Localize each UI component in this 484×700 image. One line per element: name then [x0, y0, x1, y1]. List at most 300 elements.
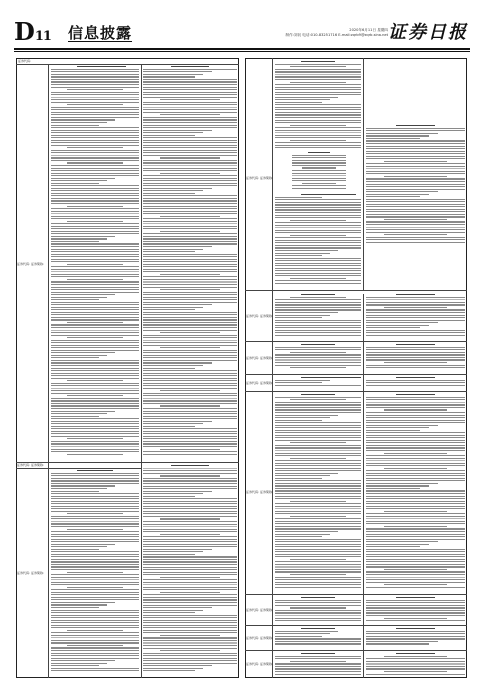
text-line [143, 284, 237, 285]
text-line [51, 388, 139, 389]
text-line [275, 309, 361, 310]
text-line [275, 536, 322, 537]
text-line [366, 143, 465, 144]
text-line [366, 140, 465, 141]
text-line [275, 204, 361, 205]
text-line [275, 521, 361, 522]
text-line [51, 216, 139, 217]
text-line [275, 79, 361, 80]
text-line [275, 320, 361, 321]
text-line [275, 417, 330, 418]
text-line [51, 612, 139, 613]
text-line [143, 541, 237, 542]
text-line [143, 74, 203, 75]
text-line [275, 397, 361, 398]
text-line [160, 577, 220, 578]
text-line [143, 539, 237, 540]
text-line [51, 175, 139, 176]
text-line [275, 539, 361, 540]
right-row-divider-6 [245, 625, 467, 626]
text-line [366, 365, 465, 366]
text-line [275, 602, 361, 603]
text-line [143, 617, 237, 618]
text-line [275, 503, 361, 504]
text-line [384, 307, 447, 308]
text-line [143, 89, 237, 90]
text-line [51, 670, 139, 671]
text-line [275, 450, 361, 451]
text-line [143, 112, 237, 113]
text-line [292, 155, 346, 156]
text-line [160, 592, 220, 593]
text-line [143, 622, 237, 623]
text-line [51, 350, 139, 351]
text-line [143, 496, 195, 497]
text-line [143, 170, 237, 171]
text-line [396, 597, 436, 598]
right-notice-text-1b [275, 194, 361, 288]
text-line [366, 325, 429, 326]
text-line [366, 367, 465, 368]
text-line [366, 610, 465, 611]
text-line [51, 592, 139, 593]
text-line [143, 383, 237, 384]
text-line [51, 536, 139, 537]
text-line [143, 294, 237, 295]
text-line [275, 322, 361, 323]
text-line [51, 508, 139, 509]
text-line [384, 656, 447, 657]
text-line [143, 109, 237, 110]
text-line [51, 150, 139, 151]
text-line [143, 488, 237, 489]
text-line [143, 125, 237, 126]
text-line [143, 160, 237, 161]
text-line [275, 445, 361, 446]
text-line [143, 246, 212, 247]
text-line [366, 551, 465, 552]
text-line [51, 561, 139, 562]
text-line [143, 400, 237, 401]
text-line [51, 620, 139, 621]
text-line [51, 71, 139, 72]
text-line [384, 362, 447, 363]
text-line [143, 287, 237, 288]
text-line [160, 114, 220, 115]
text-line [51, 428, 139, 429]
text-line [366, 417, 465, 418]
text-line [51, 259, 139, 260]
text-line [275, 380, 330, 381]
text-line [51, 518, 139, 519]
text-line [292, 175, 346, 176]
right-notice-text-6 [366, 344, 465, 372]
date-line: 2020年6月11日 星期四 [349, 28, 388, 32]
text-line [275, 312, 338, 313]
text-line [275, 104, 361, 105]
text-line [51, 368, 139, 369]
text-line [275, 245, 361, 246]
text-line [366, 181, 465, 182]
text-line [275, 668, 361, 669]
text-line [143, 165, 237, 166]
text-line [384, 618, 447, 619]
header-rule-thin [14, 51, 470, 52]
text-line [143, 554, 195, 555]
text-line [143, 211, 237, 212]
text-line [143, 345, 237, 346]
text-line [275, 674, 361, 675]
text-line [67, 438, 123, 439]
text-line [143, 597, 237, 598]
text-line [290, 140, 345, 141]
text-line [51, 152, 139, 153]
text-line [275, 427, 361, 428]
text-line [51, 665, 99, 666]
text-line [366, 138, 420, 139]
text-line [51, 269, 139, 270]
text-line [301, 344, 335, 345]
text-line [51, 226, 139, 227]
right-notice-text-4 [366, 294, 465, 339]
text-line [275, 430, 361, 431]
text-line [275, 412, 361, 413]
text-line [275, 71, 361, 72]
text-line [51, 498, 139, 499]
text-line [143, 188, 212, 189]
text-line [275, 605, 361, 606]
text-line [51, 76, 139, 77]
text-line [51, 180, 107, 181]
text-line [51, 478, 139, 479]
right-row-divider-3 [245, 374, 467, 375]
text-line [275, 485, 361, 486]
text-line [51, 617, 139, 618]
text-line [275, 496, 361, 497]
text-line [275, 359, 361, 360]
text-line [275, 87, 361, 88]
text-line [160, 475, 220, 476]
text-line [301, 377, 361, 378]
text-line [366, 186, 465, 187]
text-line [366, 412, 465, 413]
text-line [51, 246, 139, 247]
left-row-divider [16, 462, 239, 463]
text-line [275, 130, 361, 131]
text-line [366, 465, 465, 466]
right-notice-text-5 [275, 344, 361, 372]
text-line [275, 227, 361, 228]
text-line [143, 221, 237, 222]
text-line [366, 528, 465, 529]
text-line [275, 64, 361, 65]
text-line [366, 349, 465, 350]
text-line [275, 250, 338, 251]
text-line [275, 440, 361, 441]
text-line [51, 493, 139, 494]
text-line [51, 655, 139, 656]
text-line [143, 251, 195, 252]
text-line [366, 496, 465, 497]
text-line [143, 529, 237, 530]
text-line [51, 340, 139, 341]
text-line [143, 299, 237, 300]
text-line [275, 518, 361, 519]
text-line [366, 359, 465, 360]
text-line [143, 433, 237, 434]
text-line [275, 415, 338, 416]
text-line [143, 403, 237, 404]
text-line [366, 432, 465, 433]
text-line [51, 170, 139, 171]
text-line [51, 423, 139, 424]
text-line [275, 260, 361, 261]
right-notice-text-16 [366, 653, 465, 676]
text-line [366, 490, 465, 491]
text-line [143, 87, 237, 88]
text-line [143, 393, 237, 394]
text-line [51, 122, 107, 123]
text-line [366, 194, 429, 195]
text-line [366, 404, 465, 405]
text-line [143, 256, 237, 257]
text-line [51, 589, 139, 590]
text-line [143, 373, 237, 374]
text-line [51, 127, 139, 128]
text-line [366, 508, 465, 509]
text-line [51, 483, 139, 484]
text-line [143, 645, 237, 646]
text-line [366, 304, 465, 305]
text-line [51, 317, 139, 318]
text-line [143, 556, 237, 557]
text-line [275, 612, 361, 613]
right-column-divider-b [363, 294, 364, 678]
text-line [366, 425, 438, 426]
right-row-label-2: 证券代码: 证券简称: [246, 314, 273, 318]
text-line [143, 395, 237, 396]
text-line [51, 112, 139, 113]
text-line [290, 220, 345, 221]
text-line [51, 198, 139, 199]
text-line [275, 147, 361, 148]
text-line [51, 658, 139, 659]
text-line [51, 602, 115, 603]
text-line [275, 541, 361, 542]
text-line [143, 663, 237, 664]
text-line [143, 241, 237, 242]
text-line [366, 327, 420, 328]
text-line [143, 615, 237, 616]
text-line [275, 513, 361, 514]
text-line [143, 107, 237, 108]
text-line [275, 330, 361, 331]
text-line [275, 498, 361, 499]
text-line [366, 501, 465, 502]
text-line [51, 559, 139, 560]
text-line [366, 561, 465, 562]
text-line [366, 523, 465, 524]
text-line [366, 173, 465, 174]
text-line [143, 483, 237, 484]
text-line [51, 531, 139, 532]
text-line [143, 297, 237, 298]
text-line [366, 513, 465, 514]
text-line [366, 549, 465, 550]
text-line [143, 503, 237, 504]
text-line [275, 636, 322, 637]
text-line [275, 633, 330, 634]
text-line [366, 148, 465, 149]
text-line [51, 556, 139, 557]
text-line [143, 431, 237, 432]
text-line [143, 324, 237, 325]
text-line [143, 198, 237, 199]
right-notice-text-7 [275, 377, 361, 389]
text-line [51, 99, 139, 100]
left-row-label-1: 证券代码: 证券简称: [17, 262, 44, 266]
right-row-label-7: 证券代码: 证券简称: [246, 636, 273, 640]
text-line [275, 240, 361, 241]
text-line [275, 579, 361, 580]
text-line [51, 604, 107, 605]
text-line [143, 506, 237, 507]
left-row-divider-2 [16, 468, 141, 469]
text-line [143, 319, 237, 320]
text-line [51, 324, 139, 325]
text-line [366, 536, 465, 537]
text-line [143, 446, 237, 447]
text-line [366, 440, 465, 441]
text-line [275, 112, 361, 113]
right-column-divider-a [363, 58, 364, 290]
text-line [275, 546, 361, 547]
text-line [143, 408, 237, 409]
text-line [301, 194, 356, 195]
text-line [160, 650, 220, 651]
text-line [143, 243, 237, 244]
text-line [51, 627, 139, 628]
text-line [143, 140, 237, 141]
text-line [290, 574, 345, 575]
text-line [51, 597, 139, 598]
text-line [290, 235, 345, 236]
text-line [143, 335, 237, 336]
text-line [51, 413, 107, 414]
text-line [396, 125, 436, 126]
text-line [275, 432, 361, 433]
text-line [275, 327, 361, 328]
text-line [77, 66, 125, 67]
text-line [275, 317, 322, 318]
text-line [366, 211, 465, 212]
text-line [143, 309, 195, 310]
text-line [275, 460, 361, 461]
text-line [275, 209, 361, 210]
text-line [143, 269, 237, 270]
text-line [275, 658, 361, 659]
text-line [275, 89, 361, 90]
text-line [275, 526, 361, 527]
text-line [67, 162, 123, 163]
text-line [143, 584, 237, 585]
text-line [51, 421, 139, 422]
text-line [366, 163, 465, 164]
text-line [143, 223, 237, 224]
text-line [275, 217, 361, 218]
text-line [384, 468, 447, 469]
text-line [51, 378, 139, 379]
text-line [143, 418, 237, 419]
text-line [366, 668, 465, 669]
text-line [275, 561, 361, 562]
text-line [275, 490, 361, 491]
text-line [366, 206, 465, 207]
text-line [366, 171, 465, 172]
text-line [143, 236, 237, 237]
text-line [366, 579, 465, 580]
text-line [143, 524, 237, 525]
text-line [143, 491, 212, 492]
text-line [67, 221, 123, 222]
text-line [366, 332, 465, 333]
text-line [143, 493, 203, 494]
text-line [275, 247, 361, 248]
text-line [143, 102, 237, 103]
text-line [275, 222, 361, 223]
text-line [51, 405, 139, 406]
text-line [51, 302, 139, 303]
left-notice-text-4 [143, 465, 237, 675]
right-row-label-4: 证券代码: 证券简称: [246, 381, 273, 385]
text-line [143, 605, 237, 606]
text-line [275, 643, 361, 644]
text-line [292, 157, 346, 158]
text-line [143, 582, 237, 583]
text-line [292, 160, 346, 161]
text-line [275, 610, 361, 611]
text-line [275, 666, 361, 667]
text-line [51, 549, 99, 550]
text-line [51, 569, 139, 570]
text-line [51, 370, 139, 371]
text-line [275, 97, 338, 98]
text-line [51, 251, 139, 252]
text-line [143, 579, 237, 580]
left-notice-text-3 [51, 470, 139, 675]
text-line [366, 518, 465, 519]
right-row-label-5: 证券代码: 证券简称: [246, 490, 273, 494]
text-line [396, 628, 436, 629]
text-line [366, 224, 465, 225]
text-line [366, 631, 465, 632]
text-line [51, 97, 139, 98]
text-line [366, 674, 465, 675]
text-line [275, 332, 361, 333]
text-line [51, 119, 115, 120]
text-line [51, 375, 139, 376]
text-line [51, 299, 99, 300]
text-line [275, 534, 330, 535]
text-line [143, 352, 237, 353]
text-line [51, 188, 139, 189]
text-line [51, 335, 139, 336]
text-line [275, 549, 361, 550]
text-line [366, 445, 465, 446]
text-line [366, 661, 465, 662]
text-line [143, 261, 237, 262]
text-line [275, 127, 361, 128]
